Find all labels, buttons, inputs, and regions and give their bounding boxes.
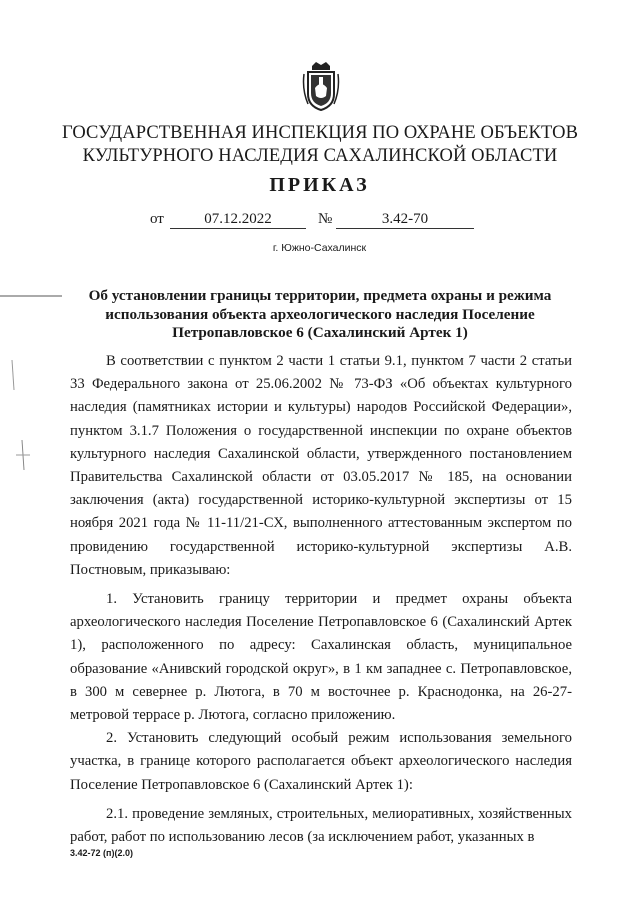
city-name: г. Южно-Сахалинск [272,242,367,254]
organization-name: ГОСУДАРСТВЕННАЯ ИНСПЕКЦИЯ ПО ОХРАНЕ ОБЪЕКТОВ КУЛЬТУРНОГО НАСЛЕДИЯ САХАЛИНСКОЙ ОБЛАСТИ [61,123,579,166]
date-label: от [150,211,164,227]
paragraph-item-2-1: 2.1. проведение земляных, строительных, мелиоративных, хозяйственных работ, работ по использованию лесов (за исключением работ, указанных в [70,805,572,846]
paragraph-preamble: В соответствии с пунктом 2 части 1 статьи 9.1, пунктом 7 части 2 статьи 33 Федерального закона от 25.06.2002 № 73-ФЗ «Об объектах культурного наследия (памятниках истории и культуры) народов Российской Федерации», пунктом 3.1.7 Положения о государственной инспекции по охране объектов культурного наследия Сахалинской области, утвержденного постановлением Правительства Сахалинской области от 03.05.2017 № 185, на основании заключения (акта) государственной историко-культурной экспертизы от 15 ноября 2021 года № 11-11/21-СХ, выполненного аттестованным экспертом по провидению государственной историко-культурной экспертизы А.В. Постновым, приказываю: [70,353,572,578]
document-code: 3.42-72 (п)(2.0) [70,848,133,858]
coat-of-arms-icon [302,60,340,112]
order-number-row [0,207,639,229]
order-number: 3.42-70 [336,211,474,229]
order-body [70,350,572,849]
paragraph-item-1: 1. Установить границу территории и предмет охраны объекта археологического наследия Поселение Петропавловское 6 (Сахалинский Артек 1), расположенного по адресу: Сахалинская область, муниципальное образование «Анивский городской округ», в 1 км западнее с. Петропавловское, в 300 м севернее р. Лютога, в 70 м восточнее р. Краснодонка, на 26-27-метровой террасе р. Лютога, согласно приложению. [70,591,572,724]
paragraph-item-2: 2. Установить следующий особый режим использования земельного участка, в границе которого располагается объект археологического наследия Поселение Петропавловское 6 (Сахалинский Артек 1): [70,730,572,793]
scan-margin-marks [0,290,70,490]
number-label: № [318,211,333,227]
order-subject: Об установлении границы территории, предмета охраны и режима использования объекта археологического наследия Поселение Петропавловское 6 (Сахалинский Артек 1) [88,287,552,341]
order-date: 07.12.2022 [170,211,306,229]
document-type-title: ПРИКАЗ [269,174,370,196]
